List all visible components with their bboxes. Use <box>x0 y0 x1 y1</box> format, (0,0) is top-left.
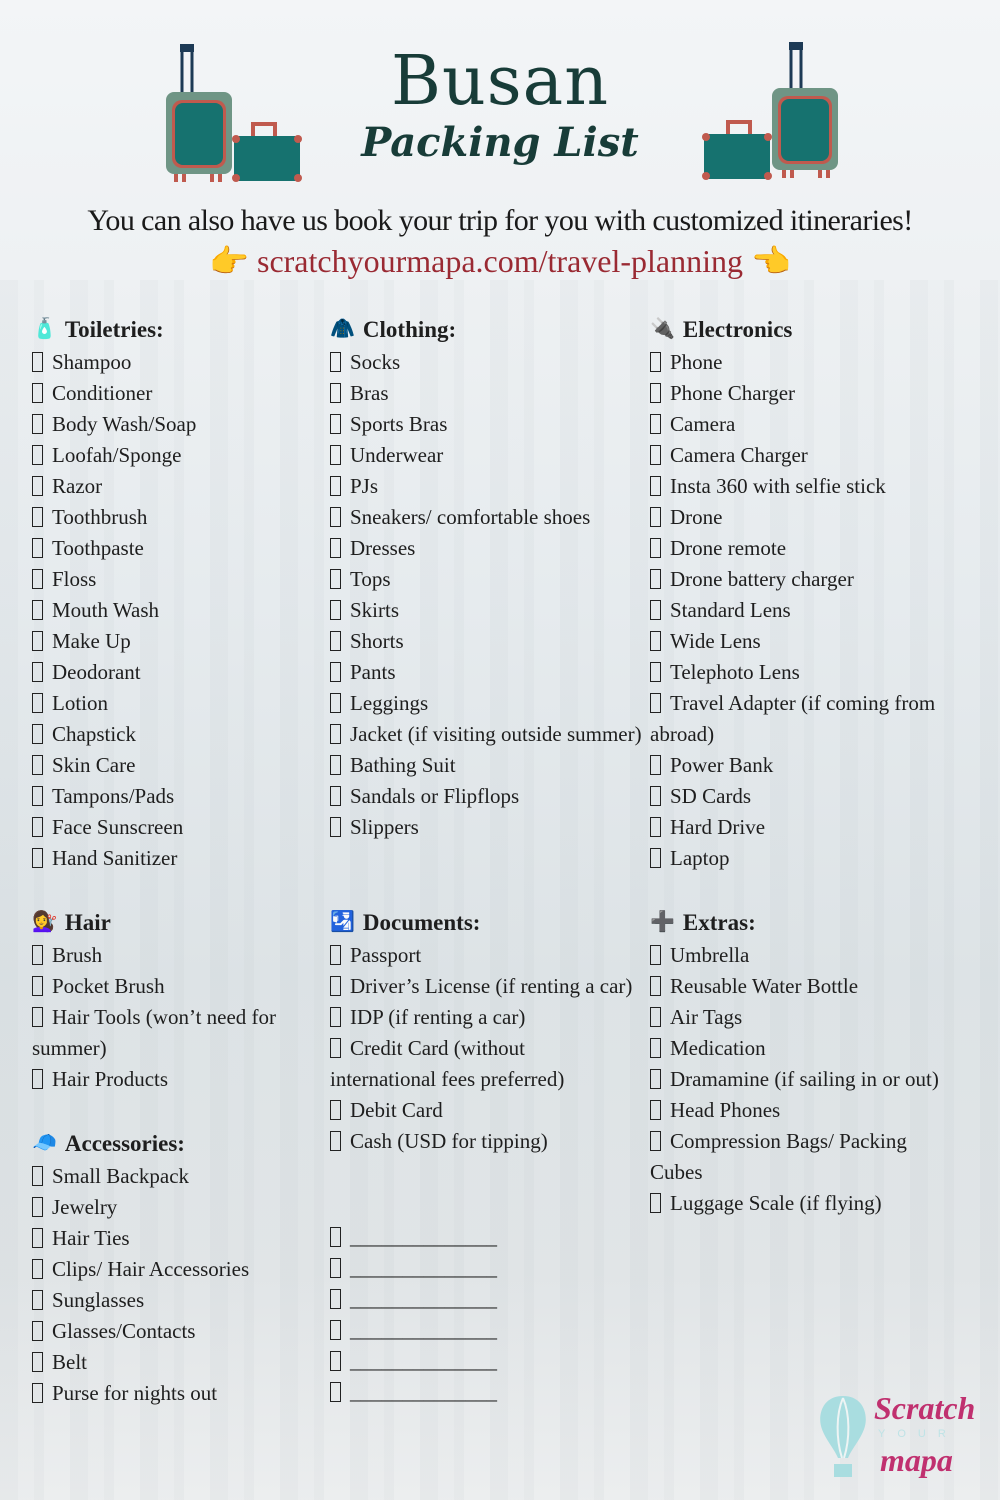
checkbox[interactable] <box>330 383 341 403</box>
checklist-item-label: Standard Lens <box>670 598 791 622</box>
checklist-item[interactable] <box>330 595 650 626</box>
checklist-item[interactable] <box>330 378 650 409</box>
checkbox[interactable] <box>330 1007 341 1027</box>
checklist-item[interactable] <box>32 750 322 781</box>
checklist-item-label: Chapstick <box>52 722 136 746</box>
checklist-item-label: Power Bank <box>670 753 774 777</box>
checkbox[interactable] <box>650 507 661 527</box>
checkbox[interactable] <box>650 817 661 837</box>
checklist-item[interactable] <box>32 1285 322 1316</box>
checkbox[interactable] <box>32 569 43 589</box>
checklist-item-label: ______________ <box>350 1380 497 1404</box>
checklist-item[interactable] <box>330 1095 635 1126</box>
checkbox[interactable] <box>32 1259 43 1279</box>
travel-planning-link[interactable] <box>0 242 1000 280</box>
checkbox[interactable] <box>32 352 43 372</box>
checkbox[interactable] <box>650 1069 661 1089</box>
checklist-item[interactable] <box>650 440 940 471</box>
section-title: Clothing: <box>362 317 457 342</box>
checkbox[interactable] <box>32 1228 43 1248</box>
checklist-item[interactable] <box>650 843 940 874</box>
checklist-item-label: Laptop <box>670 846 730 870</box>
checklist-item-label: Loofah/Sponge <box>52 443 182 467</box>
checklist-item-label: Bras <box>350 381 389 405</box>
checkbox[interactable] <box>330 352 341 372</box>
checklist-item-label: Belt <box>52 1350 87 1374</box>
section-title: Toiletries: <box>64 317 164 342</box>
checklist-item[interactable] <box>32 1064 322 1095</box>
section-title: Electronics <box>682 317 793 342</box>
checklist-item[interactable] <box>330 502 650 533</box>
checklist-item-label: ______________ <box>350 1287 497 1311</box>
checklist-item[interactable] <box>650 471 940 502</box>
checklist-item[interactable] <box>650 1002 940 1033</box>
section-heading <box>330 907 635 938</box>
checklist-item[interactable] <box>32 440 322 471</box>
section-clothing <box>330 314 650 907</box>
checklist-item[interactable] <box>650 626 940 657</box>
checklist-item[interactable] <box>330 719 650 750</box>
checkbox[interactable] <box>32 1069 43 1089</box>
checkbox[interactable] <box>650 786 661 806</box>
checklist-item-label: Sports Bras <box>350 412 448 436</box>
section-documents <box>330 907 635 1222</box>
checklist-item[interactable] <box>650 595 940 626</box>
checklist-item[interactable] <box>32 1316 322 1347</box>
checklist-item-label: Mouth Wash <box>52 598 160 622</box>
checkbox[interactable] <box>32 755 43 775</box>
electronics-icon: 🔌 <box>650 318 675 340</box>
checklist-item[interactable] <box>650 1126 940 1188</box>
checklist-item[interactable] <box>32 812 322 843</box>
checklist-item[interactable] <box>330 564 650 595</box>
checkbox[interactable] <box>650 414 661 434</box>
section-toiletries <box>32 314 322 907</box>
checklist-item[interactable] <box>330 688 650 719</box>
checklist-item-label: Hard Drive <box>670 815 766 839</box>
checkbox[interactable] <box>650 1007 661 1027</box>
section-heading <box>650 907 940 938</box>
checklist-item-label: Toothpaste <box>52 536 144 560</box>
checklist-item[interactable] <box>32 688 322 719</box>
checkbox[interactable] <box>650 600 661 620</box>
checkbox[interactable] <box>32 945 43 965</box>
checklist-item-label: Lotion <box>52 691 108 715</box>
checklist-item-label: Air Tags <box>670 1005 743 1029</box>
checklist-item-label: SD Cards <box>670 784 752 808</box>
checkbox[interactable] <box>32 724 43 744</box>
section-title: Accessories: <box>64 1131 185 1156</box>
checklist-item[interactable] <box>330 657 650 688</box>
page-title: Busan <box>391 42 609 121</box>
checklist-item[interactable] <box>32 471 322 502</box>
checklist-item[interactable] <box>32 626 322 657</box>
checklist-item-label: Hand Sanitizer <box>52 846 178 870</box>
checkbox[interactable] <box>330 693 341 713</box>
checklist-item[interactable] <box>650 347 940 378</box>
checklist-item[interactable] <box>32 1347 322 1378</box>
accessories-icon: 🧢 <box>32 1132 57 1154</box>
checkbox[interactable] <box>32 1352 43 1372</box>
checklist-item-label: Shampoo <box>52 350 132 374</box>
checklist-item-label: Drone remote <box>670 536 787 560</box>
checklist-item-label: Make Up <box>52 629 131 653</box>
checklist-item[interactable] <box>32 940 322 971</box>
checklist-item-label: Underwear <box>350 443 444 467</box>
checklist-item[interactable] <box>650 564 940 595</box>
checklist-item[interactable] <box>32 347 322 378</box>
checkbox[interactable] <box>650 1193 661 1213</box>
extras-icon: ➕ <box>650 911 675 933</box>
checklist-item[interactable] <box>330 409 650 440</box>
checkbox[interactable] <box>330 569 341 589</box>
checklist-item[interactable] <box>32 1002 322 1064</box>
checkbox[interactable] <box>32 786 43 806</box>
checkbox[interactable] <box>32 507 43 527</box>
checklist-item-label: Drone battery charger <box>670 567 854 591</box>
checklist-item-label: Sunglasses <box>52 1288 145 1312</box>
checklist-item[interactable] <box>32 1161 322 1192</box>
checklist-item[interactable] <box>330 1126 635 1157</box>
checkbox[interactable] <box>650 1131 661 1151</box>
checklist-item-label: Hair Products <box>52 1067 169 1091</box>
checklist-item-label: Driver’s License (if renting a car) <box>350 974 633 998</box>
checklist-item-label: Skin Care <box>52 753 136 777</box>
section-electronics <box>650 314 940 907</box>
checkbox[interactable] <box>32 476 43 496</box>
checklist-item-label: Travel Adapter (if coming from abroad) <box>650 691 936 746</box>
checklist-item-label: Body Wash/Soap <box>52 412 197 436</box>
checklist-item[interactable] <box>330 626 650 657</box>
checkbox[interactable] <box>32 662 43 682</box>
checklist-item[interactable] <box>650 750 940 781</box>
checklist-item[interactable] <box>330 1284 635 1315</box>
checklist-item[interactable] <box>650 533 940 564</box>
checklist-item-label: Floss <box>52 567 97 591</box>
section-heading <box>330 314 650 345</box>
checkbox[interactable] <box>650 445 661 465</box>
checklist-item-label: Camera Charger <box>670 443 808 467</box>
link-text[interactable]: scratchyourmapa.com/travel-planning <box>256 243 744 279</box>
checklist-item-label: Slippers <box>350 815 419 839</box>
checklist-item-label: ______________ <box>350 1225 497 1249</box>
checklist-item-label: Cash (USD for tipping) <box>350 1129 548 1153</box>
checklist-item-label: Sandals or Flipflops <box>350 784 520 808</box>
checkbox[interactable] <box>32 1197 43 1217</box>
checklist-item[interactable] <box>330 1002 635 1033</box>
checklist-item-label: Leggings <box>350 691 429 715</box>
section-blanks <box>330 1222 635 1408</box>
clothing-icon: 🧥 <box>330 318 355 340</box>
checklist-item-label: Face Sunscreen <box>52 815 184 839</box>
checklist-item-label: Hair Tools (won’t need for summer) <box>32 1005 277 1060</box>
checklist-item-label: IDP (if renting a car) <box>350 1005 526 1029</box>
checklist-item-label: Clips/ Hair Accessories <box>52 1257 250 1281</box>
checkbox[interactable] <box>330 817 341 837</box>
checkbox[interactable] <box>330 1227 341 1247</box>
checkbox[interactable] <box>330 976 341 996</box>
checkbox[interactable] <box>32 848 43 868</box>
checkbox[interactable] <box>650 1038 661 1058</box>
checkbox[interactable] <box>650 662 661 682</box>
checklist-item[interactable] <box>32 409 322 440</box>
section-heading <box>650 314 940 345</box>
checkbox[interactable] <box>650 945 661 965</box>
checklist-item[interactable] <box>32 533 322 564</box>
section-title: Hair <box>64 910 111 935</box>
checklist-item[interactable] <box>330 812 650 843</box>
checklist-item-label: Dresses <box>350 536 416 560</box>
checkbox[interactable] <box>650 383 661 403</box>
checkbox[interactable] <box>330 724 341 744</box>
checklist-item-label: ______________ <box>350 1318 497 1342</box>
checklist-item-label: Phone Charger <box>670 381 796 405</box>
checklist-item-label: Medication <box>670 1036 766 1060</box>
checkbox[interactable] <box>330 1258 341 1278</box>
checklist-item-label: Drone <box>670 505 723 529</box>
checkbox[interactable] <box>650 976 661 996</box>
checklist-item-label: Conditioner <box>52 381 153 405</box>
checklist-item[interactable] <box>330 471 650 502</box>
checkbox[interactable] <box>330 1351 341 1371</box>
checkbox[interactable] <box>650 352 661 372</box>
section-heading <box>32 314 322 345</box>
checklist-item[interactable] <box>330 940 635 971</box>
toiletries-icon: 🧴 <box>32 318 57 340</box>
checklist-item-label: Compression Bags/ Packing Cubes <box>650 1129 907 1184</box>
checklist-item-label: Deodorant <box>52 660 141 684</box>
checkbox[interactable] <box>330 755 341 775</box>
checklist-item[interactable] <box>650 781 940 812</box>
checklist-item-label: Umbrella <box>670 943 750 967</box>
checklist-item-label: Socks <box>350 350 401 374</box>
section-title: Documents: <box>362 910 481 935</box>
checkbox[interactable] <box>650 755 661 775</box>
checklist-item-label: Debit Card <box>350 1098 443 1122</box>
checkbox[interactable] <box>330 1382 341 1402</box>
logo-line-3: mapa <box>880 1442 953 1478</box>
checkbox[interactable] <box>650 538 661 558</box>
checklist-item[interactable] <box>330 1346 635 1377</box>
checklist-item[interactable] <box>650 688 940 750</box>
hair-icon: 💇‍♀️ <box>32 911 57 933</box>
checklist-item[interactable] <box>330 440 650 471</box>
checkbox[interactable] <box>32 383 43 403</box>
checkbox[interactable] <box>32 1007 43 1027</box>
checklist-item[interactable] <box>650 940 940 971</box>
checklist-item[interactable] <box>32 843 322 874</box>
checkbox[interactable] <box>650 569 661 589</box>
checklist-item[interactable] <box>650 1188 940 1219</box>
checklist-item-label: Passport <box>350 943 422 967</box>
logo-line-1: Scratch <box>874 1390 976 1426</box>
checklist-item-label: Bathing Suit <box>350 753 456 777</box>
checklist-item-label: Sneakers/ comfortable shoes <box>350 505 591 529</box>
checklist-item[interactable] <box>330 1377 635 1408</box>
checklist-item-label: Reusable Water Bottle <box>670 974 859 998</box>
checkbox[interactable] <box>32 538 43 558</box>
checkbox[interactable] <box>330 476 341 496</box>
section-hair <box>32 907 322 1128</box>
checkbox[interactable] <box>32 1166 43 1186</box>
checklist-item-label: Luggage Scale (if flying) <box>670 1191 882 1215</box>
checklist-item[interactable] <box>650 1033 940 1064</box>
checkbox[interactable] <box>32 976 43 996</box>
checkbox[interactable] <box>650 693 661 713</box>
checkbox[interactable] <box>330 1131 341 1151</box>
checklist-item-label: Small Backpack <box>52 1164 190 1188</box>
logo-line-2: YOUR <box>878 1428 958 1440</box>
promo-text: You can also have us book your trip for you with customized itineraries! <box>87 204 913 237</box>
checklist-item[interactable] <box>32 595 322 626</box>
checklist-item[interactable] <box>330 1315 635 1346</box>
checklist-item-label: Glasses/Contacts <box>52 1319 196 1343</box>
checklist-item-label: Jewelry <box>52 1195 118 1219</box>
checkbox[interactable] <box>330 786 341 806</box>
checkbox[interactable] <box>32 693 43 713</box>
checkbox[interactable] <box>32 631 43 651</box>
checklist-item[interactable] <box>32 781 322 812</box>
checklist-item[interactable] <box>330 1253 635 1284</box>
checklist-item[interactable] <box>330 1033 635 1095</box>
checklist-item[interactable] <box>330 1222 635 1253</box>
checklist-item[interactable] <box>650 1095 940 1126</box>
checkbox[interactable] <box>330 1100 341 1120</box>
checklist-item[interactable] <box>32 378 322 409</box>
checklist-item[interactable] <box>330 750 650 781</box>
checklist-item-label: Phone <box>670 350 723 374</box>
checklist-item[interactable] <box>650 378 940 409</box>
checklist-item[interactable] <box>32 564 322 595</box>
checklist-item[interactable] <box>32 719 322 750</box>
checklist-item-label: Skirts <box>350 598 400 622</box>
checklist-item-label: Insta 360 with selfie stick <box>670 474 886 498</box>
checklist-item-label: Brush <box>52 943 103 967</box>
documents-icon: 🛂 <box>330 911 355 933</box>
section-accessories <box>32 1128 322 1409</box>
checklist-item[interactable] <box>32 502 322 533</box>
checkbox[interactable] <box>330 414 341 434</box>
checklist-item-label: Head Phones <box>670 1098 781 1122</box>
checkbox[interactable] <box>330 507 341 527</box>
checklist-item[interactable] <box>32 1378 322 1409</box>
section-heading <box>32 907 322 938</box>
checklist-item-label: Razor <box>52 474 103 498</box>
checklist-item[interactable] <box>32 657 322 688</box>
checklist-item-label: Tops <box>350 567 391 591</box>
checklist-item-label: Jacket (if visiting outside summer) <box>350 722 642 746</box>
checklist-item[interactable] <box>32 1223 322 1254</box>
checkbox[interactable] <box>32 414 43 434</box>
section-extras <box>650 907 940 1219</box>
checklist-item[interactable] <box>650 1064 940 1095</box>
checklist-item[interactable] <box>330 971 635 1002</box>
checklist-item-label: Tampons/Pads <box>52 784 175 808</box>
checklist-item[interactable] <box>650 812 940 843</box>
checklist-item-label: PJs <box>350 474 379 498</box>
checklist-item-label: Toothbrush <box>52 505 148 529</box>
checklist-item-label: Hair Ties <box>52 1226 130 1250</box>
checkbox[interactable] <box>330 1038 341 1058</box>
checklist-item[interactable] <box>650 657 940 688</box>
checklist-item-label: Pants <box>350 660 396 684</box>
checklist-item-label: Wide Lens <box>670 629 761 653</box>
checklist-item[interactable] <box>650 971 940 1002</box>
checklist-item[interactable] <box>650 409 940 440</box>
checklist-item-label: Pocket Brush <box>52 974 165 998</box>
checkbox[interactable] <box>330 445 341 465</box>
checkbox[interactable] <box>32 1321 43 1341</box>
checkbox[interactable] <box>330 600 341 620</box>
checkbox[interactable] <box>32 1383 43 1403</box>
scratch-your-mapa-logo <box>818 1390 988 1486</box>
checklist-item-label: ______________ <box>350 1256 497 1280</box>
checkbox[interactable] <box>330 945 341 965</box>
section-heading <box>32 1128 322 1159</box>
hot-air-balloon-icon <box>818 1394 868 1479</box>
checklist-item-label: ______________ <box>350 1349 497 1373</box>
checklist-item[interactable] <box>32 1254 322 1285</box>
checklist-item[interactable] <box>330 533 650 564</box>
checkbox[interactable] <box>330 538 341 558</box>
checkbox[interactable] <box>32 600 43 620</box>
checklist-item-label: Purse for nights out <box>52 1381 218 1405</box>
section-title: Extras: <box>682 910 756 935</box>
checkbox[interactable] <box>330 631 341 651</box>
checklist-item[interactable] <box>330 781 650 812</box>
checklist-item-label: Telephoto Lens <box>670 660 800 684</box>
checklist-item-label: Dramamine (if sailing in or out) <box>670 1067 939 1091</box>
checkbox[interactable] <box>330 662 341 682</box>
checklist-item-label: Credit Card (without international fees preferred) <box>330 1036 565 1091</box>
page-subtitle: Packing List <box>361 119 639 166</box>
checkbox[interactable] <box>650 848 661 868</box>
checklist-item[interactable] <box>32 1192 322 1223</box>
checklist-item[interactable] <box>32 971 322 1002</box>
checkbox[interactable] <box>650 1100 661 1120</box>
checkbox[interactable] <box>32 1290 43 1310</box>
checkbox[interactable] <box>32 817 43 837</box>
checkbox[interactable] <box>650 631 661 651</box>
pointing-right-icon: 👉 <box>209 243 249 279</box>
checklist-item-label: Shorts <box>350 629 404 653</box>
checkbox[interactable] <box>330 1320 341 1340</box>
checklist-item-label: Camera <box>670 412 736 436</box>
checkbox[interactable] <box>32 445 43 465</box>
checkbox[interactable] <box>330 1289 341 1309</box>
checklist-item[interactable] <box>330 347 650 378</box>
checkbox[interactable] <box>650 476 661 496</box>
pointing-left-icon: 👈 <box>751 243 791 279</box>
checklist-item[interactable] <box>650 502 940 533</box>
